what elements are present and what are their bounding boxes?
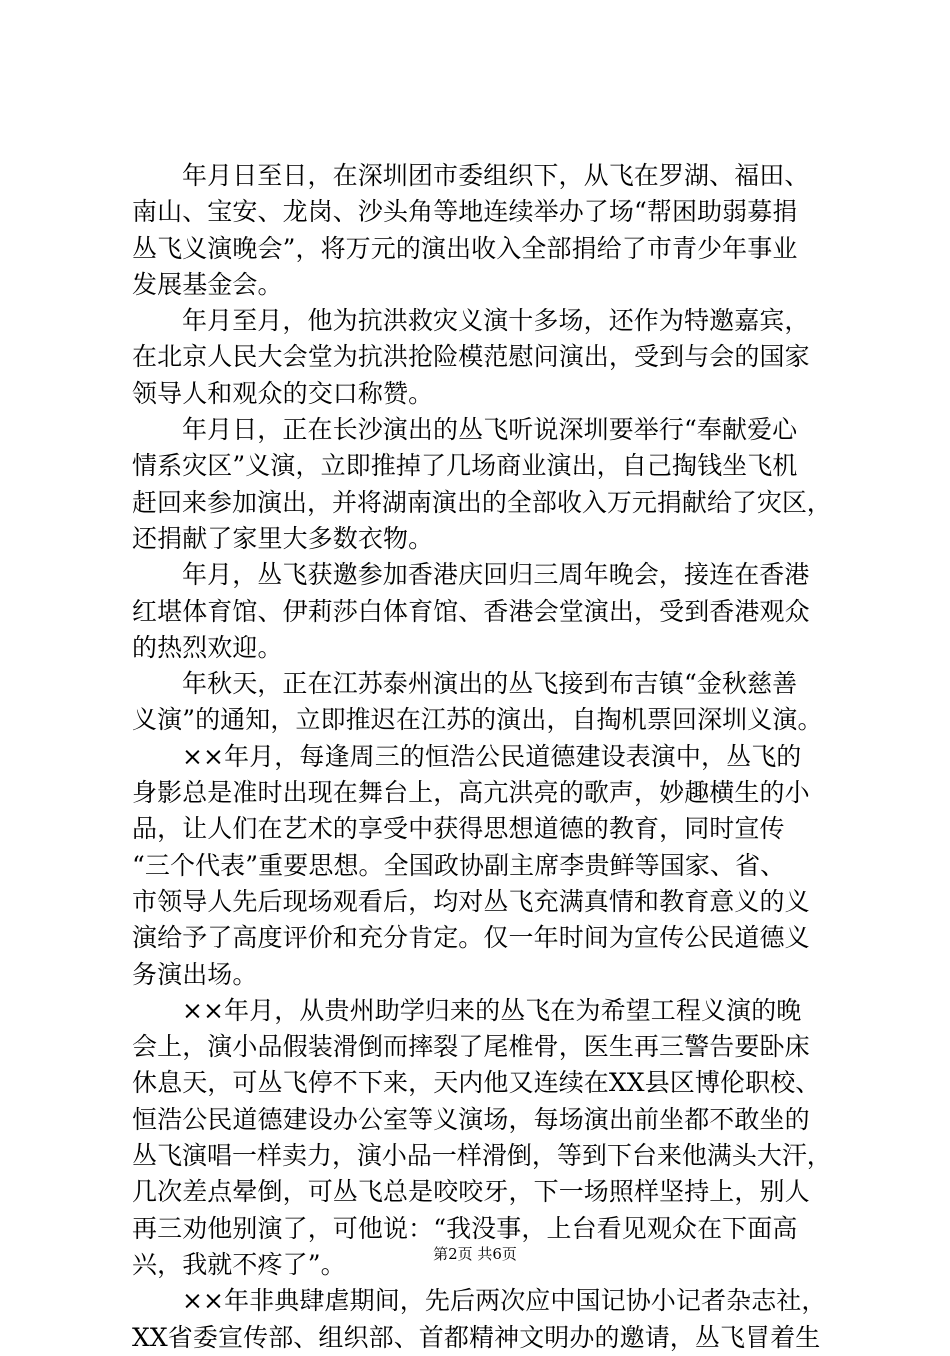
text-line: ××年月，每逢周三的恒浩公民道德建设表演中，丛飞的 <box>182 741 802 771</box>
text-line: ××年月，从贵州助学归来的丛飞在为希望工程义演的晚 <box>182 995 802 1025</box>
text-line: 南山、宝安、龙岗、沙头角等地连续举办了场“帮困助弱募捐 <box>132 197 798 227</box>
text-line: 休息天，可丛飞停不下来，天内他又连续在XX县区博伦职校、 <box>132 1068 821 1098</box>
text-line: ××年非典肆虐期间，先后两次应中国记协小记者杂志社， <box>182 1286 827 1316</box>
text-line: 红堪体育馆、伊莉莎白体育馆、香港会堂演出，受到香港观众 <box>132 596 810 626</box>
text-line: 的热烈欢迎。 <box>132 632 283 662</box>
text-line: “三个代表”重要思想。全国政协副主席李贵鲜等国家、省、 <box>132 850 786 880</box>
text-line: 务演出场。 <box>132 959 258 989</box>
text-line: 发展基金会。 <box>132 269 283 299</box>
text-line: 在北京人民大会堂为抗洪抢险模范慰问演出，受到与会的国家 <box>132 342 810 372</box>
text-line: 年秋天，正在江苏泰州演出的丛飞接到布吉镇“金秋慈善 <box>182 669 798 699</box>
text-line: 赶回来参加演出，并将湖南演出的全部收入万元捐献给了灾区， <box>132 487 832 517</box>
text-line: 年月，丛飞获邀参加香港庆回归三周年晚会，接连在香港 <box>182 560 810 590</box>
text-line: 演给予了高度评价和充分肯定。仅一年时间为宣传公民道德义 <box>132 923 810 953</box>
text-line: 几次差点晕倒，可丛飞总是咬咬牙，下一场照样坚持上，别人 <box>132 1177 810 1207</box>
text-line: XX省委宣传部、组织部、首都精神文明办的邀请，丛飞冒着生 <box>132 1322 821 1352</box>
text-line: 丛飞义演晚会”，将万元的演出收入全部捐给了市青少年事业 <box>132 233 798 263</box>
text-line: 再三劝他别演了，可他说：“我没事，上台看见观众在下面高 <box>132 1213 798 1243</box>
text-line: 市领导人先后现场观看后，均对丛飞充满真情和教育意义的义 <box>132 886 810 916</box>
text-line: 义演”的通知，立即推迟在江苏的演出，自掏机票回深圳义演。 <box>132 705 823 735</box>
text-line: 年月日至日，在深圳团市委组织下，从飞在罗湖、福田、 <box>182 161 810 190</box>
text-line: 还捐献了家里大多数衣物。 <box>132 523 434 553</box>
text-line: 兴，我就不疼了”。 <box>132 1249 346 1279</box>
text-line: 丛飞演唱一样卖力，演小品一样滑倒，等到下台来他满头大汗， <box>132 1141 832 1171</box>
text-line: 恒浩公民道德建设办公室等义演场，每场演出前坐都不敢坐的 <box>132 1104 810 1134</box>
text-line: 情系灾区”义演，立即推掉了几场商业演出，自己掏钱坐飞机 <box>132 451 798 481</box>
text-line: 品，让人们在艺术的享受中获得思想道德的教育，同时宣传 <box>132 814 785 844</box>
page-footer: 第2页 共6页 <box>433 1245 517 1263</box>
text-line: 领导人和观众的交口称赞。 <box>132 378 434 408</box>
text-line: 身影总是准时出现在舞台上，高亢洪亮的歌声，妙趣横生的小 <box>132 778 810 808</box>
text-line: 年月至月，他为抗洪救灾义演十多场，还作为特邀嘉宾， <box>182 306 810 336</box>
text-line: 会上，演小品假装滑倒而摔裂了尾椎骨，医生再三警告要卧床 <box>132 1032 810 1062</box>
document-body <box>132 158 832 1356</box>
text-line: 年月日，正在长沙演出的丛飞听说深圳要举行“奉献爱心 <box>182 415 798 445</box>
